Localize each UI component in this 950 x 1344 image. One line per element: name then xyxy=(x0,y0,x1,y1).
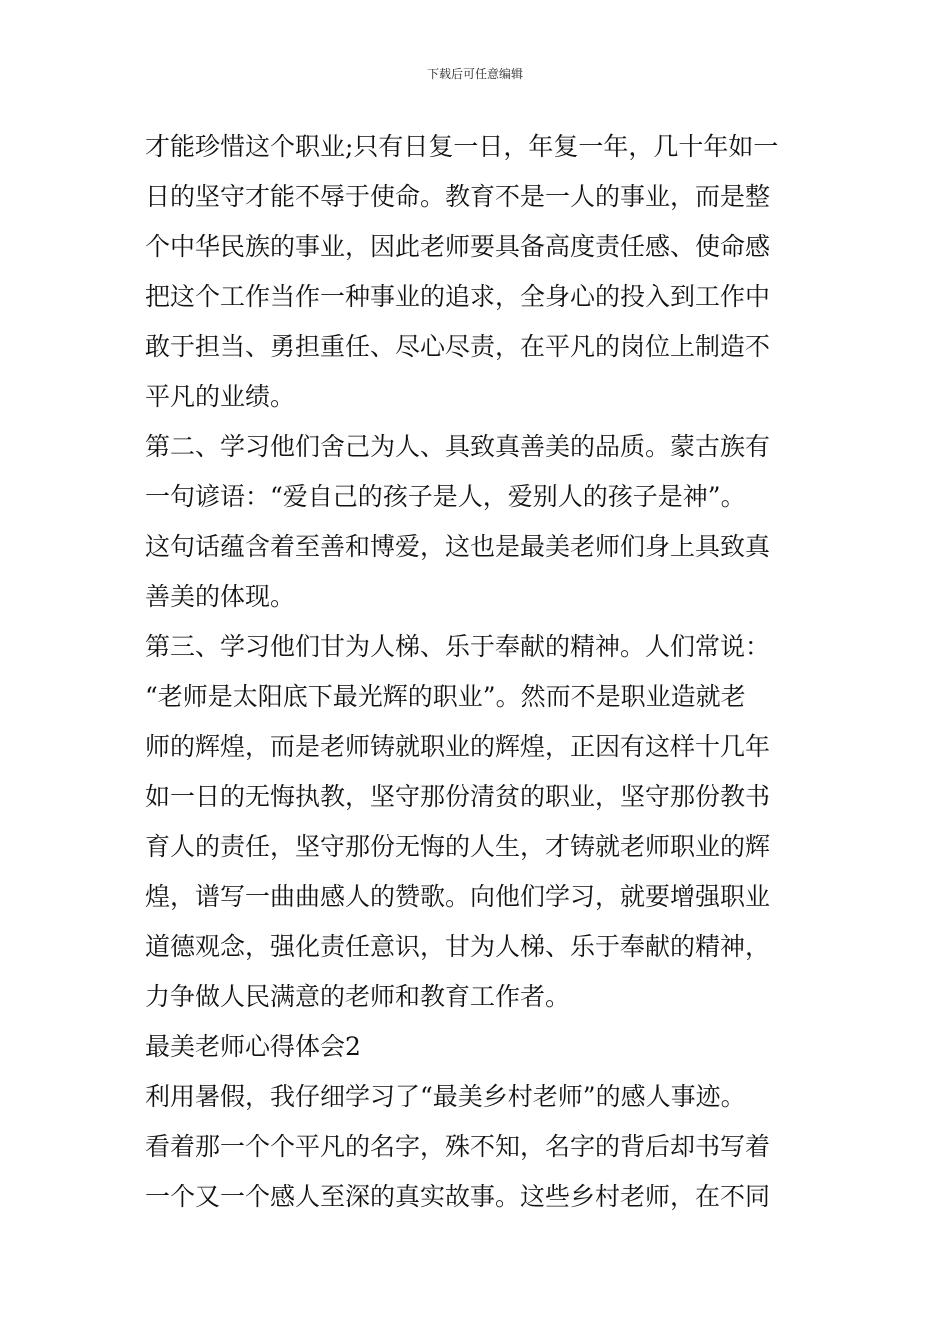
text-line: “老师是太阳底下最光辉的职业”。然而不是职业造就老 xyxy=(145,682,746,711)
text-line: 看着那一个个平凡的名字，殊不知，名字的背后却书写着 xyxy=(145,1132,771,1161)
text-line: 一个又一个感人至深的真实故事。这些乡村老师，在不同 xyxy=(145,1182,771,1211)
text-line: 把这个工作当作一种事业的追求，全身心的投入到工作中 xyxy=(145,282,771,311)
text-line: 第二、学习他们舍己为人、具致真善美的品质。蒙古族有 xyxy=(145,432,771,461)
text-line: 利用暑假，我仔细学习了“最美乡村老师”的感人事迹。 xyxy=(145,1082,746,1111)
text-line: 日的坚守才能不辱于使命。教育不是一人的事业，而是整 xyxy=(145,182,771,211)
text-line: 师的辉煌，而是老师铸就职业的辉煌，正因有这样十几年 xyxy=(145,732,771,761)
text-line: 一句谚语：“爱自己的孩子是人，爱别人的孩子是神”。 xyxy=(145,482,746,511)
text-line: 个中华民族的事业，因此老师要具备高度责任感、使命感 xyxy=(145,232,771,261)
text-line: 这句话蕴含着至善和博爱，这也是最美老师们身上具致真 xyxy=(145,532,771,561)
document-body xyxy=(145,122,810,1222)
text-line: 煌，谱写一曲曲感人的赞歌。向他们学习，就要增强职业 xyxy=(145,882,771,911)
page-header: 下载后可任意编辑 xyxy=(426,67,523,81)
text-line: 平凡的业绩。 xyxy=(145,382,296,411)
text-line: 力争做人民满意的老师和教育工作者。 xyxy=(145,982,571,1011)
text-line: 第三、学习他们甘为人梯、乐于奉献的精神。人们常说： xyxy=(145,632,771,661)
text-line: 敢于担当、勇担重任、尽心尽责，在平凡的岗位上制造不 xyxy=(145,332,771,361)
section-heading: 最美老师心得体会2 xyxy=(145,1032,361,1061)
text-line: 育人的责任，坚守那份无悔的人生，才铸就老师职业的辉 xyxy=(145,832,771,861)
text-line: 善美的体现。 xyxy=(145,582,296,611)
text-line: 才能珍惜这个职业;只有日复一日，年复一年，几十年如一 xyxy=(145,132,779,161)
text-line: 如一日的无悔执教，坚守那份清贫的职业，坚守那份教书 xyxy=(145,782,771,811)
text-line: 道德观念，强化责任意识，甘为人梯、乐于奉献的精神， xyxy=(145,932,771,961)
